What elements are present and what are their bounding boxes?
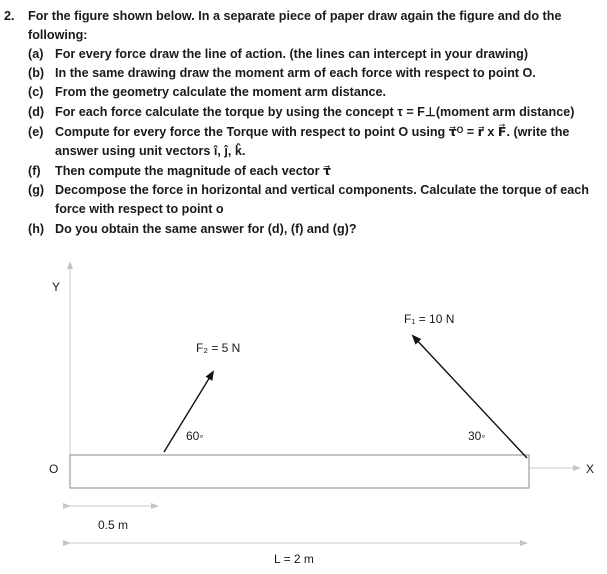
question-number: 2. xyxy=(4,9,15,23)
part-text: From the geometry calculate the moment arm distance. xyxy=(55,85,387,99)
y-axis-label: Y xyxy=(52,280,61,294)
part-text: For each force calculate the torque by using the concept τ = F⊥(moment arm distance) xyxy=(55,105,575,119)
force-f2-label: F₂ = 5 N xyxy=(196,341,241,355)
dimension-short-label: 0.5 m xyxy=(98,518,129,532)
part-text: Decompose the force in horizontal and vertical components. Calculate the torque of each force with respect to point o xyxy=(55,183,589,217)
force-f1-label: F₁ = 10 N xyxy=(404,312,455,326)
force-f1-angle-label: 30◦ xyxy=(468,429,486,443)
part-label: (e) xyxy=(28,125,44,139)
question-stem: For the figure shown below. In a separate piece of paper draw again the figure and do the following: xyxy=(28,9,562,43)
part-label: (b) xyxy=(28,66,45,80)
x-axis-label: X xyxy=(586,462,595,476)
dimension-long-label: L = 2 m xyxy=(274,552,314,566)
part-text: Do you obtain the same answer for (d), (f) and (g)? xyxy=(55,222,357,236)
origin-label: O xyxy=(49,462,59,476)
part-label: (g) xyxy=(28,183,45,197)
part-label: (d) xyxy=(28,105,45,119)
part-label: (f) xyxy=(28,164,41,178)
beam xyxy=(70,455,529,488)
part-label: (a) xyxy=(28,47,44,61)
part-text: Compute for every force the Torque with respect to point O using τ⃗ᴼ = r⃗ x F⃗. (write the answer using unit vectors î, ĵ, k̂. xyxy=(55,125,570,159)
part-label: (h) xyxy=(28,222,45,236)
part-text: In the same drawing draw the moment arm of each force with respect to point O. xyxy=(55,66,536,80)
part-text: Then compute the magnitude of each vector τ⃗ xyxy=(55,164,332,178)
part-text: For every force draw the line of action. (the lines can intercept in your drawing) xyxy=(55,47,529,61)
force-f2-angle-label: 60◦ xyxy=(186,429,204,443)
part-label: (c) xyxy=(28,85,44,99)
